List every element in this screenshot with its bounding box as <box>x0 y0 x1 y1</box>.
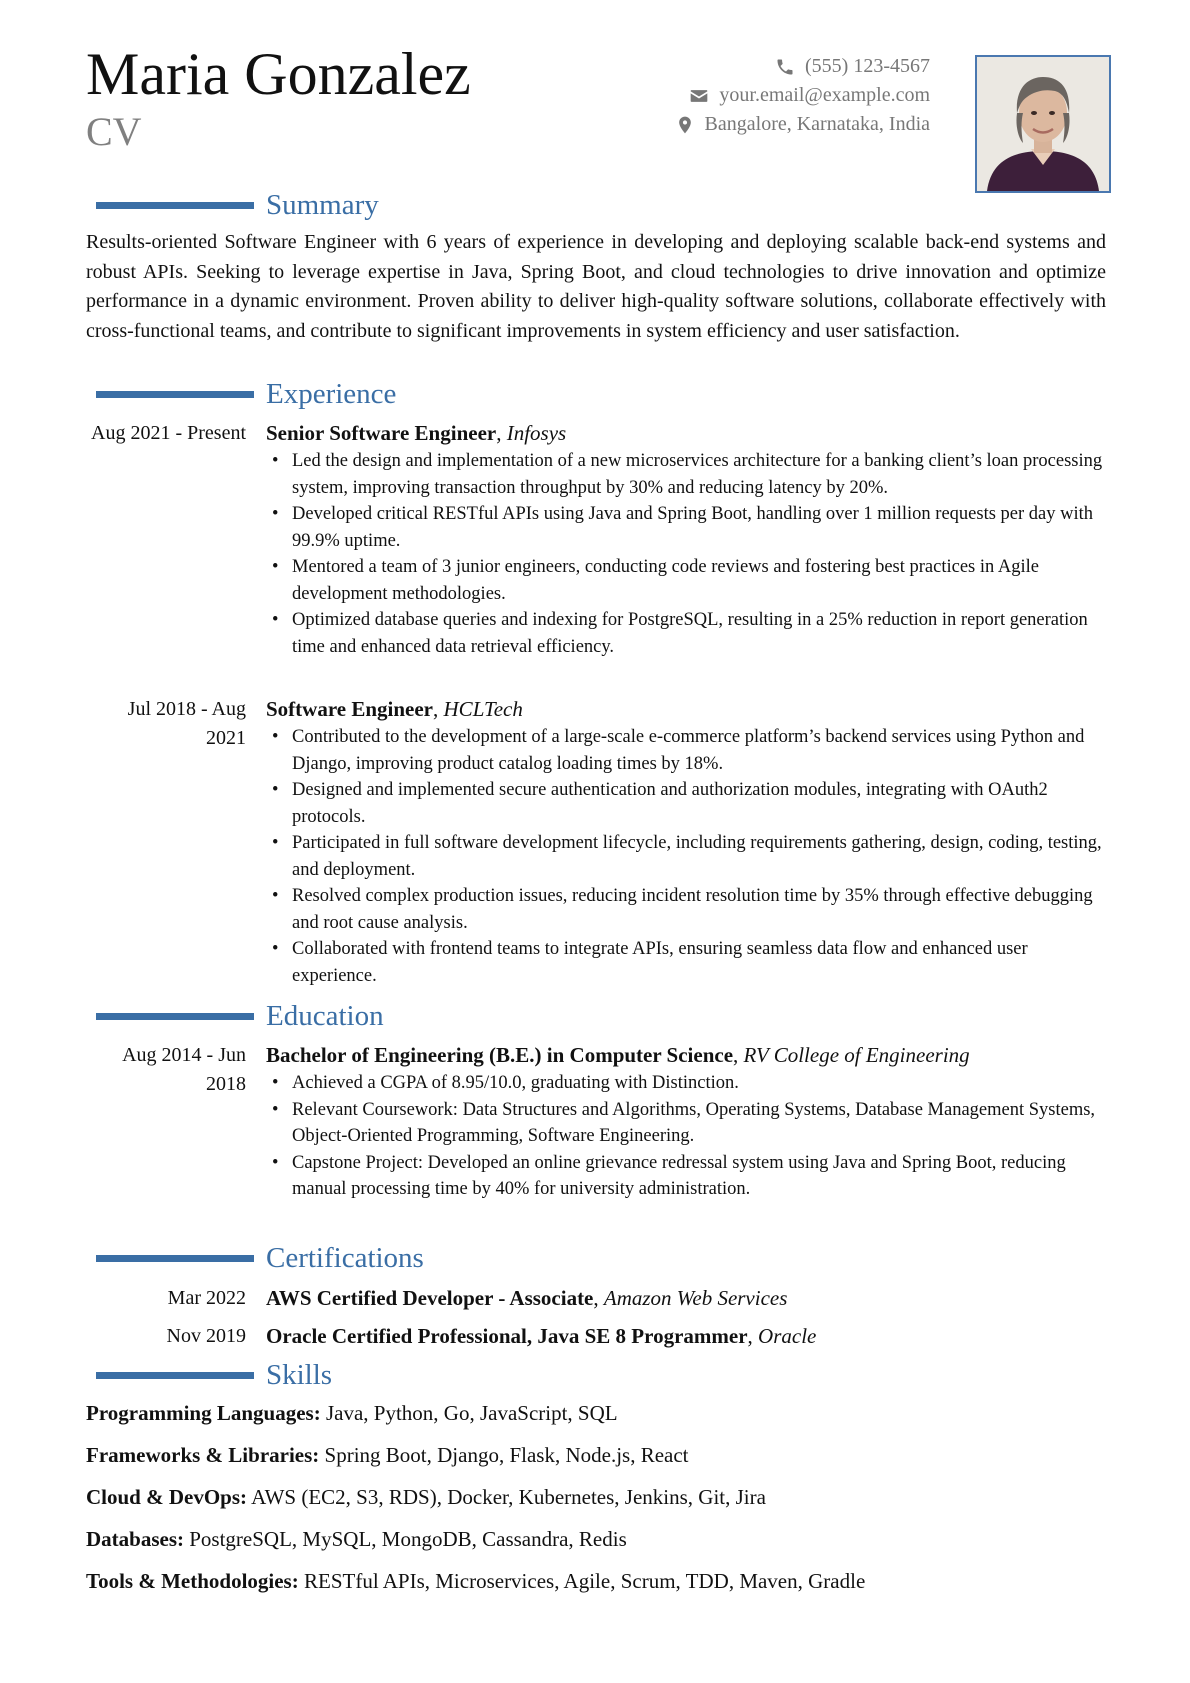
list-item: • Mentored a team of 3 junior engineers, conducting code reviews and fostering best practices in Agile development methodologies. <box>266 554 1111 607</box>
location-text: Bangalore, Karnataka, India <box>704 113 930 135</box>
skill-row <box>86 1518 1106 1560</box>
skill-values: AWS (EC2, S3, RDS), Docker, Kubernetes, Jenkins, Git, Jira <box>251 1485 766 1509</box>
entry-bullets <box>266 448 1111 660</box>
entry-date: Aug 2014 - Jun 2018 <box>122 1044 246 1095</box>
contact-email <box>675 81 930 110</box>
profile-photo <box>975 55 1111 193</box>
entry-heading: Senior Software Engineer, Infosys <box>266 421 567 445</box>
summary-text: Results-oriented Software Engineer with 6 years of experience in developing and deploying scalable back-end systems and robust APIs. Seeking to leverage expertise in Java, Spring Boot, and cloud technologies to drive innovation and optimize performance in a dynamic environment. Proven ability to deliver high-quality software solutions, collaborate effectively with cross-functional teams, and contribute to significant improvements in system efficiency and user satisfaction. <box>86 231 1106 342</box>
section-title: Education <box>266 999 384 1032</box>
entry-role: AWS Certified Developer - Associate <box>266 1286 594 1310</box>
entry-heading: Software Engineer, HCLTech <box>266 697 523 721</box>
entry-organization: Amazon Web Services <box>603 1286 788 1310</box>
entry-organization: Infosys <box>506 421 567 445</box>
entry-bullets <box>266 724 1111 989</box>
list-item: • Developed critical RESTful APIs using Java and Spring Boot, handling over 1 million requests per day with 99.9% uptime. <box>266 501 1111 554</box>
contact-location <box>675 110 930 139</box>
skill-row <box>86 1560 1106 1602</box>
list-item: • Designed and implemented secure authentication and authorization modules, integrating with OAuth2 protocols. <box>266 777 1111 830</box>
contact-phone <box>675 52 930 81</box>
contact-block <box>675 52 930 139</box>
section-title: Skills <box>266 1358 333 1391</box>
section-bar <box>96 202 254 209</box>
skill-category: Cloud & DevOps: <box>86 1485 248 1509</box>
portrait-image <box>977 57 1109 191</box>
section-certifications-heading <box>96 1242 424 1274</box>
section-bar <box>96 1255 254 1262</box>
section-title: Certifications <box>266 1241 424 1274</box>
phone-text: (555) 123-4567 <box>805 55 930 77</box>
section-bar <box>96 1372 254 1379</box>
skill-values: RESTful APIs, Microservices, Agile, Scrum, TDD, Maven, Gradle <box>303 1569 866 1593</box>
skill-values: PostgreSQL, MySQL, MongoDB, Cassandra, Redis <box>189 1527 627 1551</box>
list-item: • Optimized database queries and indexing for PostgreSQL, resulting in a 25% reduction in report generation time and enhanced data retrieval efficiency. <box>266 607 1111 660</box>
section-title: Experience <box>266 377 397 410</box>
skill-values: Spring Boot, Django, Flask, Node.js, React <box>324 1443 689 1467</box>
skill-values: Java, Python, Go, JavaScript, SQL <box>325 1401 618 1425</box>
skills-list <box>86 1392 1106 1602</box>
entry-organization: RV College of Engineering <box>743 1043 970 1067</box>
skill-category: Frameworks & Libraries: <box>86 1443 320 1467</box>
skill-row <box>86 1434 1106 1476</box>
entry-content <box>266 695 1111 989</box>
skill-category: Databases: <box>86 1527 184 1551</box>
envelope-icon <box>689 86 709 106</box>
list-item: • Relevant Coursework: Data Structures and Algorithms, Operating Systems, Database Management Systems, Object-Oriented Programming, Software Engineering. <box>266 1097 1111 1150</box>
candidate-name: Maria Gonzalez <box>86 41 471 107</box>
section-title: Summary <box>266 188 379 221</box>
section-bar <box>96 1013 254 1020</box>
document-subtitle: CV <box>86 109 142 154</box>
entry-date: Nov 2019 <box>166 1325 246 1347</box>
entry-organization: Oracle <box>758 1324 817 1348</box>
entry-role: Bachelor of Engineering (B.E.) in Computer Science <box>266 1043 734 1067</box>
list-item: • Contributed to the development of a large-scale e-commerce platform’s backend services using Python and Django, improving product catalog loading times by 18%. <box>266 724 1111 777</box>
skill-row <box>86 1476 1106 1518</box>
entry-heading: AWS Certified Developer - Associate, Amazon Web Services <box>266 1286 788 1310</box>
certification-entry <box>86 1321 1111 1351</box>
map-pin-icon <box>675 115 695 135</box>
entry-role: Oracle Certified Professional, Java SE 8 Programmer <box>266 1324 748 1348</box>
entry-heading: Oracle Certified Professional, Java SE 8 Programmer, Oracle <box>266 1324 817 1348</box>
entry-organization: HCLTech <box>443 697 523 721</box>
skill-category: Programming Languages: <box>86 1401 321 1425</box>
section-skills-heading <box>96 1359 332 1391</box>
list-item: • Achieved a CGPA of 8.95/10.0, graduating with Distinction. <box>266 1070 1111 1097</box>
certification-entry <box>86 1283 1111 1313</box>
section-summary-heading <box>96 189 379 221</box>
entry-role: Senior Software Engineer <box>266 421 497 445</box>
entry-date: Aug 2021 - Present <box>91 422 246 444</box>
skill-category: Tools & Methodologies: <box>86 1569 299 1593</box>
entry-date: Mar 2022 <box>167 1287 246 1309</box>
section-experience-heading <box>96 378 396 410</box>
entry-bullets <box>266 1070 1111 1203</box>
entry-heading: Bachelor of Engineering (B.E.) in Computer Science, RV College of Engineering <box>266 1043 970 1067</box>
entry-content <box>266 419 1111 660</box>
entry-role: Software Engineer <box>266 697 434 721</box>
list-item: • Capstone Project: Developed an online grievance redressal system using Java and Spring Boot, reducing manual processing time by 40% for university administration. <box>266 1150 1111 1203</box>
email-text: your.email@example.com <box>719 84 930 106</box>
entry-content <box>266 1041 1111 1203</box>
list-item: • Participated in full software development lifecycle, including requirements gathering, design, coding, testing, and deployment. <box>266 830 1111 883</box>
entry-date: Jul 2018 - Aug 2021 <box>127 698 246 749</box>
phone-icon <box>775 57 795 77</box>
list-item: • Led the design and implementation of a new microservices architecture for a banking client’s loan processing system, improving transaction throughput by 30% and reducing latency by 20%. <box>266 448 1111 501</box>
skill-row <box>86 1392 1106 1434</box>
list-item: • Collaborated with frontend teams to integrate APIs, ensuring seamless data flow and enhanced user experience. <box>266 936 1111 989</box>
section-bar <box>96 391 254 398</box>
list-item: • Resolved complex production issues, reducing incident resolution time by 35% through effective debugging and root cause analysis. <box>266 883 1111 936</box>
section-education-heading <box>96 1000 384 1032</box>
